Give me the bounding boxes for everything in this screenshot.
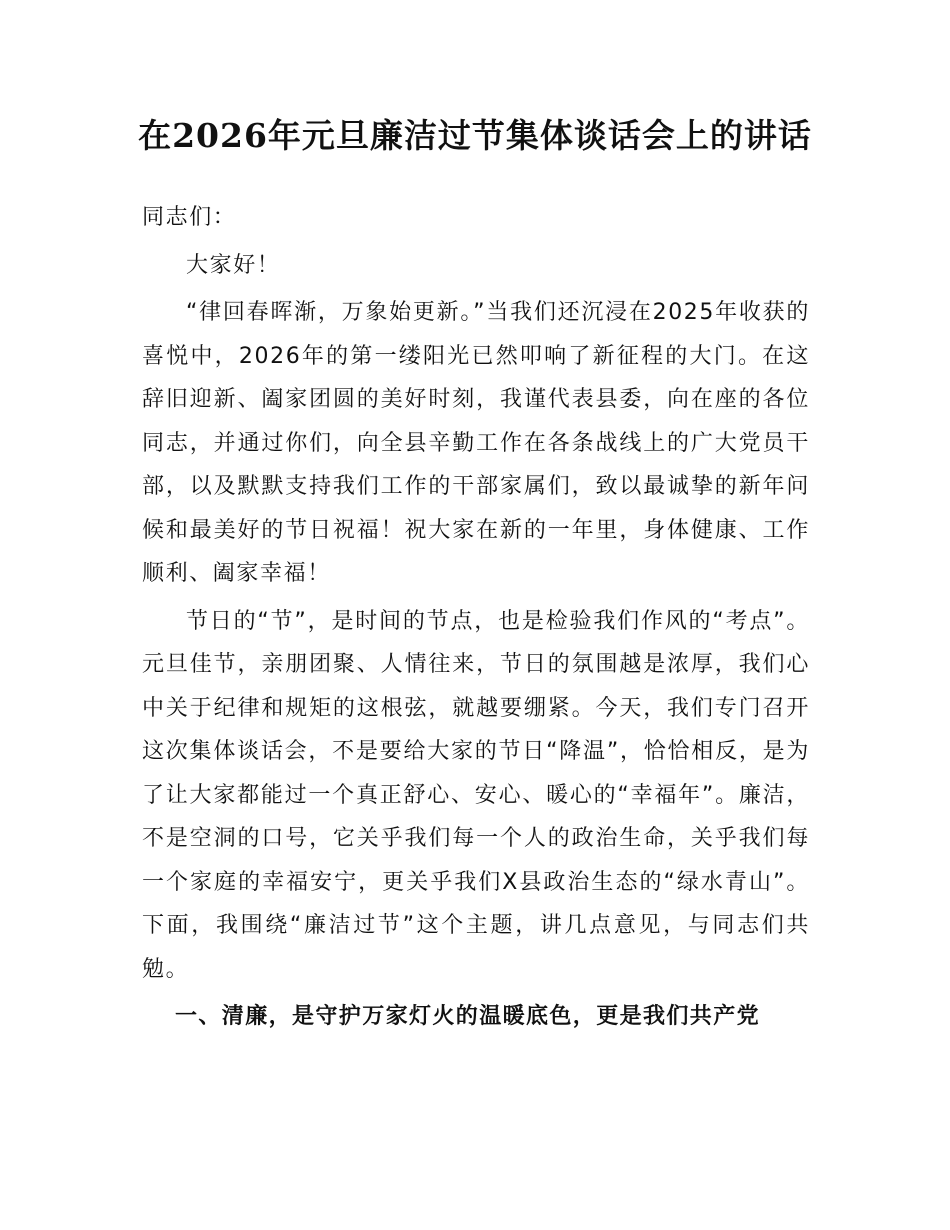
greeting: 大家好！: [186, 252, 281, 278]
document-body: [142, 196, 810, 1043]
section-heading-1: 一、清廉，是守护万家灯火的温暖底色，更是我们共产党: [175, 1004, 761, 1029]
document-title: 在2026年元旦廉洁过节集体谈话会上的讲话: [138, 116, 812, 155]
salutation: 同志们：: [142, 205, 237, 230]
paragraph-opening: “律回春晖渐，万象始更新。”当我们还沉浸在2025年收获的喜悦中，2026年的第一缕阳光已然叩响了新征程的大门。在这辞旧迎新、阖家团圆的美好时刻，我谨代表县委，向在座的各位同志，并通过你们，向全县辛勤工作在各条战线上的广大党员干部，以及默默支持我们工作的干部家属们，致以最诚挚的新年问候和最美好的节日祝福！祝大家在新的一年里，身体健康、工作顺利、阖家幸福！: [142, 300, 810, 586]
paragraph-theme: 节日的“节”，是时间的节点，也是检验我们作风的“考点”。元旦佳节，亲朋团聚、人情往来，节日的氛围越是浓厚，我们心中关于纪律和规矩的这根弦，就越要绷紧。今天，我们专门召开这次集体谈话会，不是要给大家的节日“降温”，恰恰相反，是为了让大家都能过一个真正舒心、安心、暖心的“幸福年”。廉洁，不是空洞的口号，它关乎我们每一个人的政治生命，关乎我们每一个家庭的幸福安宁，更关乎我们X县政治生态的“绿水青山”。下面，我围绕“廉洁过节”这个主题，讲几点意见，与同志们共勉。: [142, 608, 810, 982]
